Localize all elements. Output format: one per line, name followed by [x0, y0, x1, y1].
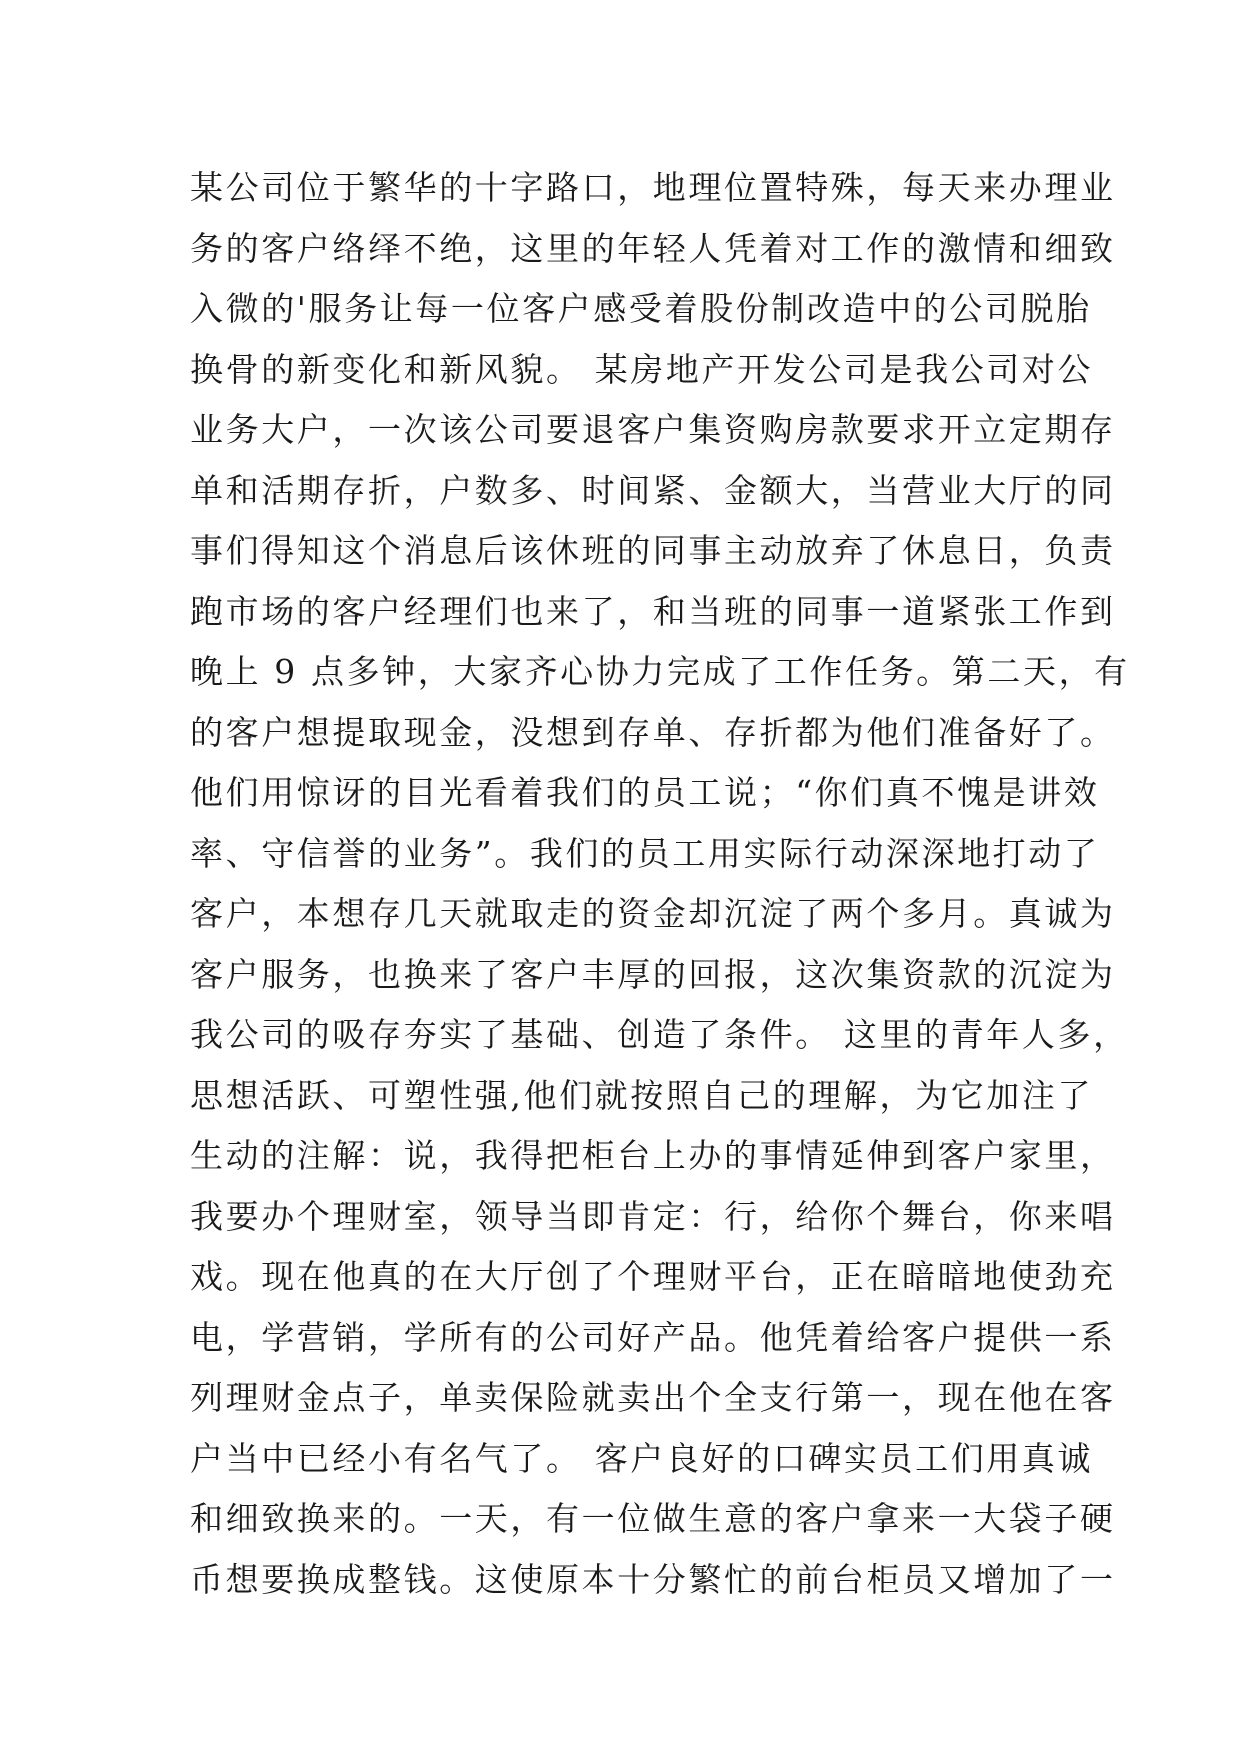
text-line: 他们用惊讶的目光看着我们的员工说；“你们真不愧是讲效 — [190, 773, 1100, 812]
text-line: 入微的'服务让每一位客户感受着股份制改造中的公司脱胎 — [190, 289, 1092, 328]
text-line: 戏。现在他真的在大厅创了个理财平台，正在暗暗地使劲充 — [190, 1257, 1116, 1296]
text-line: 户当中已经小有名气了。 客户良好的口碑实员工们用真诚 — [190, 1438, 1094, 1478]
text-line: 业务大户，一次该公司要退客户集资购房款要求开立定期存 — [190, 410, 1116, 449]
text-line: 电，学营销，学所有的公司好产品。他凭着给客户提供一系 — [190, 1317, 1116, 1357]
text-line: 生动的注解：说，我得把柜台上办的事情延伸到客户家里， — [190, 1136, 1116, 1175]
text-line: 换骨的新变化和新风貌。 某房地产开发公司是我公司对公 — [190, 349, 1094, 389]
text-line: 币想要换成整钱。这使原本十分繁忙的前台柜员又增加了一 — [190, 1559, 1116, 1599]
text-line: 客户，本想存几天就取走的资金却沉淀了两个多月。真诚为 — [190, 894, 1116, 933]
text-line: 务的客户络绎不绝，这里的年轻人凭着对工作的激情和细致 — [190, 228, 1116, 268]
text-line: 晚上 9 点多钟，大家齐心协力完成了工作任务。第二天，有 — [190, 652, 1130, 691]
text-line: 率、守信誉的业务”。我们的员工用实际行动深深地打动了 — [190, 833, 1100, 873]
text-line: 列理财金点子，单卖保险就卖出个全支行第一，现在他在客 — [190, 1378, 1116, 1417]
text-line: 和细致换来的。一天，有一位做生意的客户拿来一大袋子硬 — [190, 1499, 1116, 1538]
body-text — [190, 158, 1130, 1610]
text-line: 事们得知这个消息后该休班的同事主动放弃了休息日，负责 — [190, 531, 1116, 570]
text-line: 我公司的吸存夯实了基础、创造了条件。 这里的青年人多， — [190, 1015, 1129, 1054]
text-line: 我要办个理财室，领导当即肯定：行，给你个舞台，你来唱 — [190, 1196, 1116, 1236]
text-line: 单和活期存折，户数多、时间紧、金额大，当营业大厅的同 — [190, 470, 1116, 510]
text-line: 思想活跃、可塑性强,他们就按照自己的理解，为它加注了 — [190, 1075, 1094, 1115]
text-line: 客户服务，也换来了客户丰厚的回报，这次集资款的沉淀为 — [190, 954, 1116, 994]
text-line: 的客户想提取现金，没想到存单、存折都为他们准备好了。 — [190, 712, 1116, 752]
text-line: 某公司位于繁华的十字路口，地理位置特殊，每天来办理业 — [190, 168, 1116, 207]
text-line: 跑市场的客户经理们也来了，和当班的同事一道紧张工作到 — [190, 591, 1116, 631]
